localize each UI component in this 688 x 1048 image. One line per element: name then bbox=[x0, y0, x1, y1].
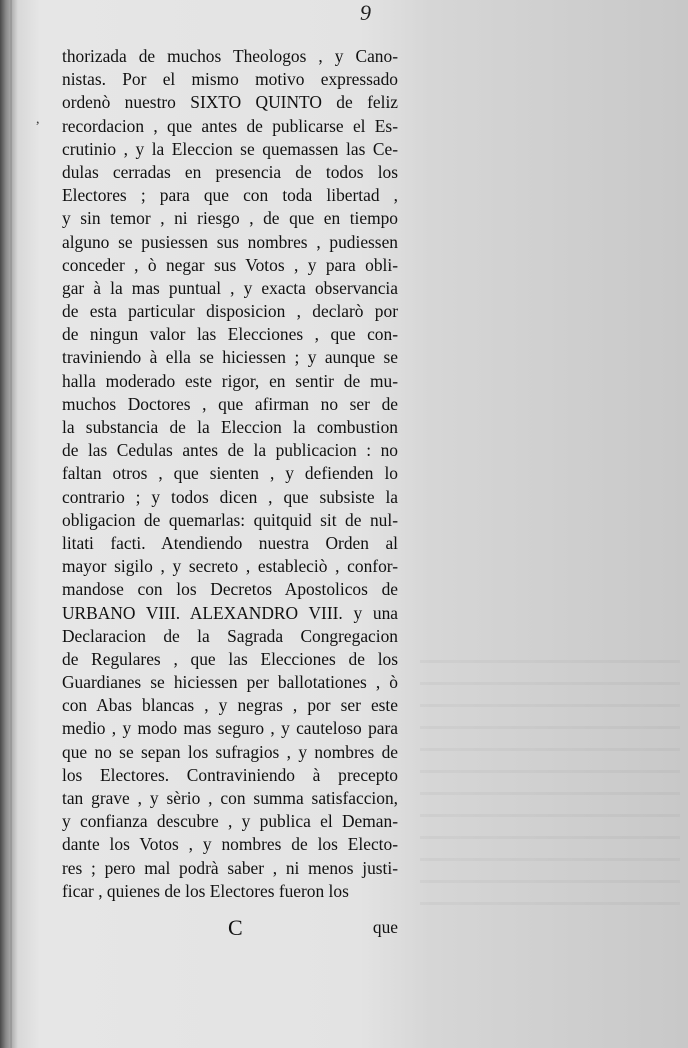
text-line: faltan otros , que sienten , y defienden lo bbox=[62, 463, 398, 484]
text-line: Electores ; para que con toda libertad , bbox=[62, 185, 398, 206]
show-through-area bbox=[420, 660, 680, 920]
text-line: que no se sepan los sufragios , y nombres de bbox=[62, 741, 398, 762]
text-line: dulas cerradas en presencia de todos los bbox=[62, 161, 398, 182]
text-line: contrario ; y todos dicen , que subsiste la bbox=[62, 486, 398, 507]
catchword: que bbox=[372, 917, 398, 937]
text-line: alguno se pusiessen sus nombres , pudiessen bbox=[62, 231, 398, 252]
text-line: de Regulares , que las Elecciones de los bbox=[62, 648, 398, 669]
text-line: mandose con los Decretos Apostolicos de bbox=[62, 579, 398, 600]
text-line: halla moderado este rigor, en sentir de mu- bbox=[62, 370, 398, 391]
text-line: Declaracion de la Sagrada Congregacion bbox=[62, 625, 398, 646]
text-line: ficar , quienes de los Electores fueron los bbox=[62, 880, 349, 901]
text-line: Guardianes se hiciessen per ballotationes , ò bbox=[62, 672, 398, 693]
text-line: traviniendo à ella se hiciessen ; y aunque se bbox=[62, 347, 398, 368]
text-line: los Electores. Contraviniendo à precepto bbox=[62, 764, 398, 785]
text-line: conceder , ò negar sus Votos , y para obli- bbox=[62, 254, 398, 275]
page-footer bbox=[62, 915, 398, 941]
text-line: con Abas blancas , y negras , por ser este bbox=[62, 695, 398, 716]
ink-speck: , bbox=[36, 112, 40, 127]
text-line: litati facti. Atendiendo nuestra Orden al bbox=[62, 532, 398, 553]
page-number: 9 bbox=[360, 0, 371, 25]
text-line: gar à la mas puntual , y exacta observancia bbox=[62, 277, 398, 298]
text-line: recordacion , que antes de publicarse el Es- bbox=[62, 115, 398, 136]
text-line: muchos Doctores , que afirman no ser de bbox=[62, 393, 398, 414]
signature-mark: C bbox=[228, 915, 243, 940]
text-line: la substancia de la Eleccion la combustion bbox=[62, 417, 398, 437]
text-line: medio , y modo mas seguro , y cauteloso para bbox=[62, 718, 398, 739]
text-line: nistas. Por el mismo motivo expressado bbox=[62, 69, 398, 90]
text-line: thorizada de muchos Theologos , y Cano- bbox=[62, 46, 398, 66]
text-line: obligacion de quemarlas: quitquid sit de nul- bbox=[62, 509, 398, 530]
text-line: y confianza descubre , y publica el Deman- bbox=[62, 811, 398, 832]
text-line: de las Cedulas antes de la publicacion : no bbox=[62, 440, 398, 461]
text-line: de esta particular disposicion , declarò por bbox=[62, 301, 398, 322]
text-line: tan grave , y sèrio , con summa satisfaccion, bbox=[62, 788, 398, 808]
text-line: crutinio , y la Eleccion se quemassen las Ce- bbox=[62, 138, 398, 159]
body-text bbox=[62, 45, 398, 903]
text-line: res ; pero mal podrà saber , ni menos justi- bbox=[62, 857, 398, 878]
text-line: ordenò nuestro SIXTO QUINTO de feliz bbox=[62, 92, 398, 113]
text-line: de ningun valor las Elecciones , que con- bbox=[62, 324, 398, 345]
text-line: mayor sigilo , y secreto , estableciò , confor- bbox=[62, 556, 398, 577]
text-line: dante los Votos , y nombres de los Electo- bbox=[62, 834, 398, 855]
text-line: URBANO VIII. ALEXANDRO VIII. y una bbox=[62, 602, 398, 623]
binding-gutter bbox=[10, 0, 12, 1048]
text-line: y sin temor , ni riesgo , de que en tiempo bbox=[62, 208, 398, 229]
